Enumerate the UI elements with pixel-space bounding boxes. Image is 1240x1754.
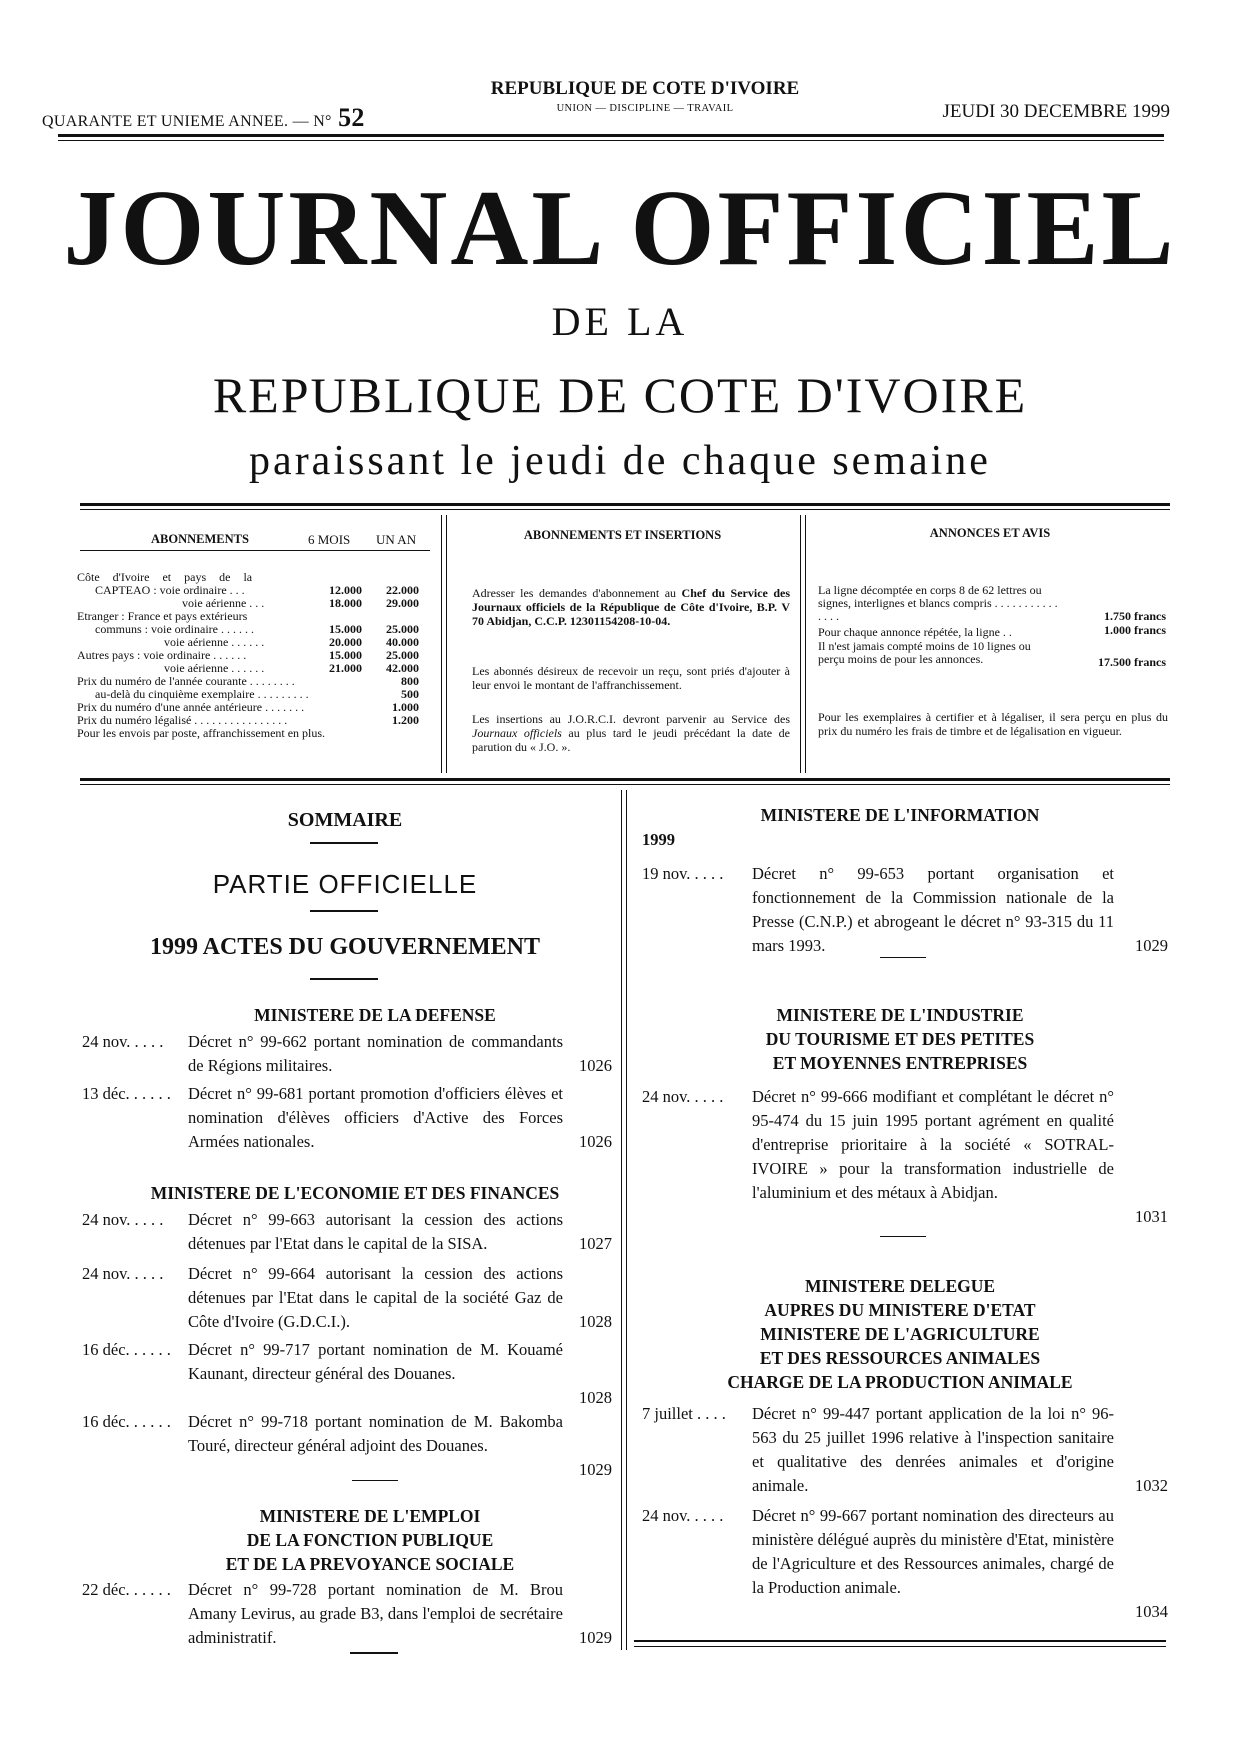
column-divider	[621, 790, 622, 1650]
national-motto: UNION — DISCIPLINE — TRAVAIL	[556, 103, 734, 114]
partie-officielle: PARTIE OFFICIELLE	[212, 869, 478, 899]
sommaire-title: SOMMAIRE	[287, 809, 403, 831]
issue-number: 52	[338, 103, 365, 132]
divider	[310, 842, 378, 844]
table-bottom-rule-thin	[80, 784, 1170, 785]
journal-title: JOURNAL OFFICIEL	[63, 169, 1177, 288]
ministry-heading: MINISTERE DE L'EMPLOI DE LA FONCTION PUBLIQUE ET DE LA PREVOYANCE SOCIALE	[225, 1506, 515, 1574]
masthead-rule	[58, 134, 1164, 137]
footer-rule	[634, 1640, 1166, 1642]
republic-name: REPUBLIQUE DE COTE D'IVOIRE	[490, 78, 800, 99]
year-label: 1999	[642, 830, 675, 849]
title-republic: REPUBLIQUE DE COTE D'IVOIRE	[212, 367, 1028, 423]
annonce-line-rate: La ligne décomptée en corps 8 de 62 lettres ou signes, interlignes et blancs compris . . . . . . . . . . . . . . .	[818, 583, 1058, 623]
title-de-la: DE LA	[551, 299, 689, 344]
issue-date: JEUDI 30 DECEMBRE 1999	[942, 101, 1170, 122]
divider	[310, 978, 378, 980]
insertions-heading: ABONNEMENTS ET INSERTIONS	[523, 528, 722, 542]
table-divider-2	[800, 515, 801, 773]
insertions-deadline-note: Les insertions au J.O.R.C.I. devront parvenir au Service des Journaux officiels au plus tard le jeudi précédant la date de parution du « J.O. ».	[472, 712, 790, 754]
ministry-heading: MINISTERE DE L'INFORMATION	[760, 805, 1040, 825]
republic-header	[380, 78, 910, 114]
annonce-repeat-price: 1.000 francs	[1104, 623, 1166, 637]
annonce-legalisation-note: Pour les exemplaires à certifier et à légaliser, il sera perçu en plus du prix du numéro les frais de timbre et de légalisation en vigueur.	[818, 710, 1168, 738]
divider	[352, 1480, 398, 1481]
insertions-address: Adresser les demandes d'abonnement au Chef du Service des Journaux officiels de la République de Côte d'Ivoire, B.P. V 70 Abidjan, C.C.P. 12301154208-10-04.	[472, 586, 790, 628]
year-label: QUARANTE ET UNIEME ANNEE. — N°	[42, 113, 332, 130]
footer-rule-thin	[634, 1646, 1166, 1647]
col-6mois: 6 MOIS	[308, 532, 351, 547]
table-divider-1b	[446, 515, 447, 773]
table-top-rule	[80, 503, 1170, 506]
annonce-minimum: Il n'est jamais compté moins de 10 lignes ou perçu moins de pour les annonces.	[818, 639, 1031, 666]
actes-heading: 1999 ACTES DU GOUVERNEMENT	[149, 934, 541, 960]
divider	[350, 1652, 398, 1654]
table-divider-1	[441, 515, 442, 773]
table-bottom-rule	[80, 778, 1170, 781]
annonces-heading: ANNONCES ET AVIS	[929, 526, 1051, 540]
table-top-rule-thin	[80, 509, 1170, 510]
divider	[880, 957, 926, 958]
table-divider-2b	[805, 515, 806, 773]
ministry-heading: MINISTERE DE L'ECONOMIE ET DES FINANCES	[150, 1183, 560, 1203]
col-un-an: UN AN	[376, 532, 417, 547]
ministry-heading: MINISTERE DE LA DEFENSE	[254, 1005, 496, 1025]
masthead-rule-thin	[58, 140, 1164, 141]
annonce-repeat-rate: Pour chaque annonce répétée, la ligne . .	[818, 625, 1012, 639]
subscriptions-heading: ABONNEMENTS	[151, 532, 249, 546]
subscriptions-head-rule	[80, 550, 430, 551]
annonce-minimum-price: 17.500 francs	[1098, 655, 1166, 669]
annonce-line-price: 1.750 francs	[1104, 609, 1166, 623]
insertions-receipt-note: Les abonnés désireux de recevoir un reçu, sont priés d'ajouter à leur envoi le montant de l'affranchissement.	[472, 664, 790, 692]
publication-frequency: paraissant le jeudi de chaque semaine	[249, 438, 991, 484]
ministry-heading: MINISTERE DE L'INDUSTRIE DU TOURISME ET DES PETITES ET MOYENNES ENTREPRISES	[765, 1005, 1035, 1073]
divider	[310, 910, 378, 912]
issue-line	[42, 103, 365, 133]
column-divider-b	[626, 790, 627, 1650]
divider	[880, 1236, 926, 1237]
ministry-heading: MINISTERE DELEGUE AUPRES DU MINISTERE D'ETAT MINISTERE DE L'AGRICULTURE ET DES RESSOURCES ANIMALES CHARGE DE LA PRODUCTION ANIMALE	[727, 1276, 1073, 1392]
